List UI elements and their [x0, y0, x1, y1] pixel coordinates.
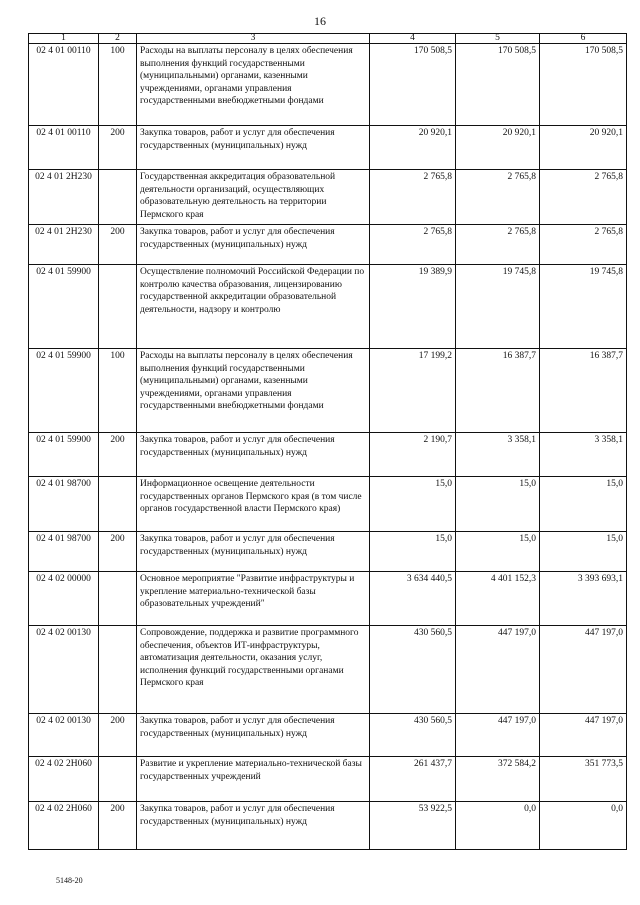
- target-code-cell: 02 4 01 59900: [29, 433, 99, 477]
- item-name-cell: Закупка товаров, работ и услуг для обеспечения государственных (муниципальных) нужд: [137, 714, 370, 757]
- expense-type-cell: 200: [99, 225, 137, 265]
- target-code-cell: 02 4 02 2Н060: [29, 757, 99, 802]
- amount-col6-cell: 2 765,8: [540, 225, 627, 265]
- expense-type-cell: [99, 757, 137, 802]
- column-header: 5: [456, 34, 540, 44]
- amount-col6-cell: 351 773,5: [540, 757, 627, 802]
- table-row: [29, 757, 627, 802]
- amount-col4-cell: 430 560,5: [370, 626, 456, 714]
- table-row: [29, 44, 627, 126]
- target-code-cell: 02 4 02 00000: [29, 572, 99, 626]
- amount-col4-cell: 261 437,7: [370, 757, 456, 802]
- amount-col6-cell: 447 197,0: [540, 626, 627, 714]
- table-row: [29, 714, 627, 757]
- amount-col6-cell: 2 765,8: [540, 170, 627, 225]
- item-name-cell: Закупка товаров, работ и услуг для обеспечения государственных (муниципальных) нужд: [137, 532, 370, 572]
- table-row: [29, 433, 627, 477]
- amount-col5-cell: 15,0: [456, 477, 540, 532]
- table-row: [29, 626, 627, 714]
- expense-type-cell: [99, 626, 137, 714]
- amount-col5-cell: 447 197,0: [456, 626, 540, 714]
- item-name-cell: Государственная аккредитация образовательной деятельности организаций, осуществляющих образовательную деятельность на территории Пермского края: [137, 170, 370, 225]
- item-name-cell: Основное мероприятие "Развитие инфраструктуры и укрепление материально-технической базы образовательных учреждений": [137, 572, 370, 626]
- item-name-cell: Развитие и укрепление материально-технической базы государственных учреждений: [137, 757, 370, 802]
- expense-type-cell: 200: [99, 802, 137, 850]
- table-row: [29, 532, 627, 572]
- table-row: [29, 225, 627, 265]
- budget-table: [28, 33, 627, 850]
- target-code-cell: 02 4 01 00110: [29, 126, 99, 170]
- amount-col5-cell: 2 765,8: [456, 170, 540, 225]
- amount-col6-cell: 19 745,8: [540, 265, 627, 349]
- expense-type-cell: 100: [99, 44, 137, 126]
- item-name-cell: Информационное освещение деятельности государственных органов Пермского края (в том числе органов государственной власти Пермского края): [137, 477, 370, 532]
- amount-col4-cell: 2 765,8: [370, 225, 456, 265]
- table-row: [29, 477, 627, 532]
- amount-col6-cell: 170 508,5: [540, 44, 627, 126]
- item-name-cell: Закупка товаров, работ и услуг для обеспечения государственных (муниципальных) нужд: [137, 126, 370, 170]
- table-row: [29, 265, 627, 349]
- amount-col4-cell: 3 634 440,5: [370, 572, 456, 626]
- column-header: 4: [370, 34, 456, 44]
- expense-type-cell: [99, 265, 137, 349]
- amount-col4-cell: 53 922,5: [370, 802, 456, 850]
- expense-type-cell: 200: [99, 714, 137, 757]
- target-code-cell: 02 4 02 2Н060: [29, 802, 99, 850]
- footer-code: 5148-20: [56, 876, 83, 885]
- column-header: 2: [99, 34, 137, 44]
- page-number: 16: [314, 14, 326, 28]
- column-header: 3: [137, 34, 370, 44]
- amount-col4-cell: 20 920,1: [370, 126, 456, 170]
- amount-col5-cell: 372 584,2: [456, 757, 540, 802]
- amount-col6-cell: 20 920,1: [540, 126, 627, 170]
- table-row: [29, 126, 627, 170]
- expense-type-cell: 100: [99, 349, 137, 433]
- target-code-cell: 02 4 01 59900: [29, 265, 99, 349]
- item-name-cell: Закупка товаров, работ и услуг для обеспечения государственных (муниципальных) нужд: [137, 802, 370, 850]
- expense-type-cell: 200: [99, 433, 137, 477]
- item-name-cell: Расходы на выплаты персоналу в целях обеспечения выполнения функций государственными (муниципальными) органами, казенными учреждениями, органами управления государственными внебюджетными фондами: [137, 349, 370, 433]
- table-row: [29, 572, 627, 626]
- amount-col4-cell: 170 508,5: [370, 44, 456, 126]
- amount-col5-cell: 4 401 152,3: [456, 572, 540, 626]
- amount-col6-cell: 3 358,1: [540, 433, 627, 477]
- column-header: 1: [29, 34, 99, 44]
- target-code-cell: 02 4 01 98700: [29, 532, 99, 572]
- expense-type-cell: [99, 572, 137, 626]
- amount-col6-cell: 16 387,7: [540, 349, 627, 433]
- expense-type-cell: 200: [99, 532, 137, 572]
- target-code-cell: 02 4 01 2Н230: [29, 225, 99, 265]
- amount-col4-cell: 2 765,8: [370, 170, 456, 225]
- table-body: [29, 44, 627, 850]
- table-row: [29, 170, 627, 225]
- amount-col5-cell: 16 387,7: [456, 349, 540, 433]
- column-header: 6: [540, 34, 627, 44]
- amount-col5-cell: 447 197,0: [456, 714, 540, 757]
- amount-col4-cell: 2 190,7: [370, 433, 456, 477]
- target-code-cell: 02 4 01 2Н230: [29, 170, 99, 225]
- amount-col6-cell: 0,0: [540, 802, 627, 850]
- expense-type-cell: [99, 170, 137, 225]
- table-row: [29, 349, 627, 433]
- amount-col5-cell: 15,0: [456, 532, 540, 572]
- target-code-cell: 02 4 02 00130: [29, 626, 99, 714]
- target-code-cell: 02 4 01 00110: [29, 44, 99, 126]
- table-row: [29, 802, 627, 850]
- amount-col5-cell: 19 745,8: [456, 265, 540, 349]
- amount-col4-cell: 15,0: [370, 477, 456, 532]
- amount-col4-cell: 17 199,2: [370, 349, 456, 433]
- expense-type-cell: 200: [99, 126, 137, 170]
- item-name-cell: Расходы на выплаты персоналу в целях обеспечения выполнения функций государственными (муниципальными) органами, казенными учреждениями, органами управления государственными внебюджетными фондами: [137, 44, 370, 126]
- amount-col6-cell: 15,0: [540, 477, 627, 532]
- amount-col5-cell: 20 920,1: [456, 126, 540, 170]
- amount-col6-cell: 3 393 693,1: [540, 572, 627, 626]
- column-number-row: [29, 34, 627, 44]
- target-code-cell: 02 4 01 59900: [29, 349, 99, 433]
- amount-col4-cell: 15,0: [370, 532, 456, 572]
- amount-col5-cell: 170 508,5: [456, 44, 540, 126]
- amount-col4-cell: 430 560,5: [370, 714, 456, 757]
- amount-col4-cell: 19 389,9: [370, 265, 456, 349]
- item-name-cell: Сопровождение, поддержка и развитие программного обеспечения, объектов ИТ-инфраструктуры, автоматизация деятельности, оказания услуг, исполнения функций государственными органами Пермского края: [137, 626, 370, 714]
- target-code-cell: 02 4 01 98700: [29, 477, 99, 532]
- amount-col6-cell: 15,0: [540, 532, 627, 572]
- item-name-cell: Осуществление полномочий Российской Федерации по контролю качества образования, лицензированию государственной аккредитации образовательной деятельности, надзору и контролю: [137, 265, 370, 349]
- amount-col6-cell: 447 197,0: [540, 714, 627, 757]
- target-code-cell: 02 4 02 00130: [29, 714, 99, 757]
- amount-col5-cell: 3 358,1: [456, 433, 540, 477]
- item-name-cell: Закупка товаров, работ и услуг для обеспечения государственных (муниципальных) нужд: [137, 433, 370, 477]
- item-name-cell: Закупка товаров, работ и услуг для обеспечения государственных (муниципальных) нужд: [137, 225, 370, 265]
- amount-col5-cell: 0,0: [456, 802, 540, 850]
- expense-type-cell: [99, 477, 137, 532]
- amount-col5-cell: 2 765,8: [456, 225, 540, 265]
